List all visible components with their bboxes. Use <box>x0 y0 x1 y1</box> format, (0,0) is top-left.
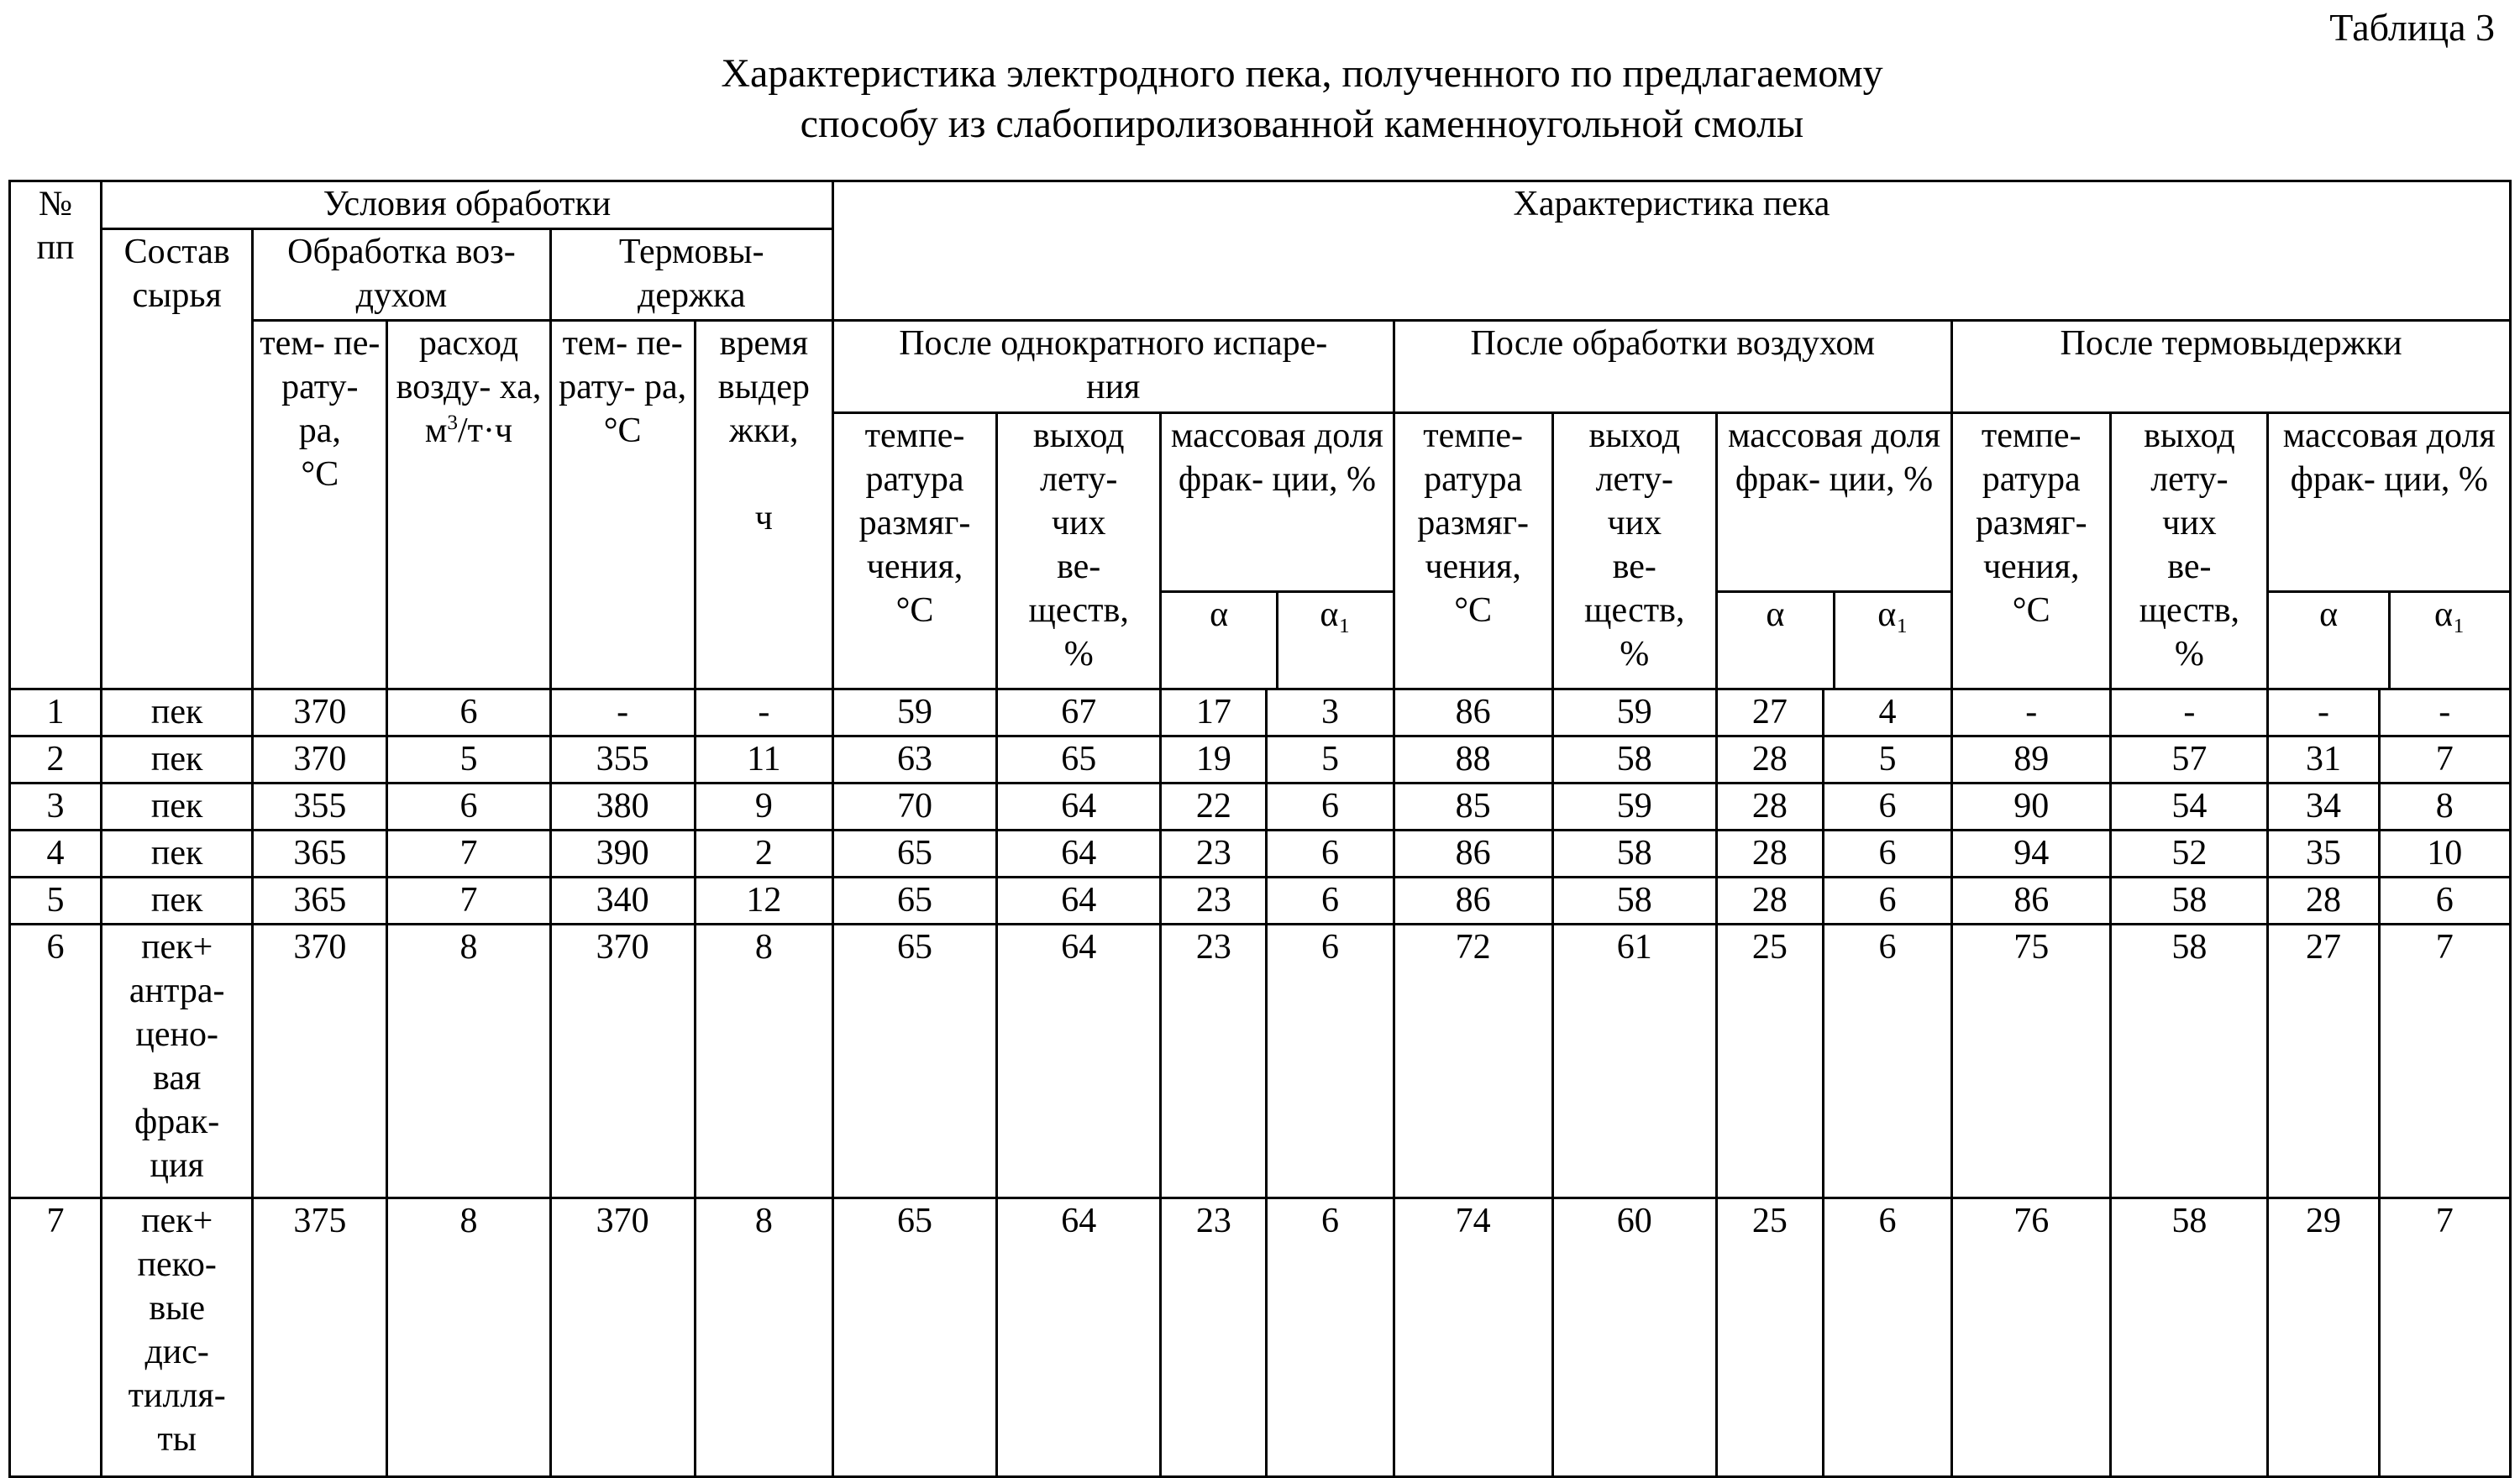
header-hold-temperature-label: тем- пе- рату- ра, <box>559 324 687 406</box>
value-cell: 67 <box>997 689 1161 736</box>
value-cell: 75 <box>1952 925 2111 1198</box>
value-cell: 86 <box>1952 878 2111 925</box>
value-cell: 12 <box>695 878 832 925</box>
header-alpha1-3: α₁ <box>2434 595 2465 634</box>
value-cell: - <box>1952 689 2111 736</box>
header-softening-temp-1: темпе- ратура размяг- чения, °С <box>832 413 996 689</box>
value-cell: 52 <box>2111 831 2268 878</box>
value-cell: 340 <box>550 878 695 925</box>
value-cell: 35 <box>2268 831 2379 878</box>
value-cell: 58 <box>1552 736 1716 784</box>
value-cell: 25 <box>1716 925 1823 1198</box>
value-cell: 86 <box>1394 689 1552 736</box>
table-number: Таблица 3 <box>2329 6 2495 49</box>
header-volatiles-2: выход лету- чих ве- ществ, % <box>1552 413 1716 689</box>
header-softening-temp-2: темпе- ратура размяг- чения, °С <box>1394 413 1552 689</box>
title-line-2: способу из слабопиролизованной каменноугольной смолы <box>800 102 1804 146</box>
value-cell: 2 <box>695 831 832 878</box>
value-cell: 7 <box>2379 925 2510 1198</box>
value-cell: 370 <box>253 925 387 1198</box>
header-softening-temp-3: темпе- ратура размяг- чения, °С <box>1952 413 2111 689</box>
value-cell: 64 <box>997 878 1161 925</box>
value-cell: 58 <box>1552 831 1716 878</box>
table-row <box>10 831 2511 878</box>
page-title <box>0 49 2520 149</box>
value-cell: 76 <box>1952 1198 2111 1477</box>
header-alpha1-2: α₁ <box>1877 595 1908 634</box>
value-cell: 64 <box>997 784 1161 831</box>
row-number-cell: 6 <box>10 925 102 1198</box>
header-alpha-2: α <box>1718 593 1835 688</box>
value-cell: 390 <box>550 831 695 878</box>
header-mass-fraction-1 <box>1161 413 1394 689</box>
header-after-thermal-holding: После термовыдержки <box>1952 321 2511 413</box>
composition-cell: пек <box>102 736 253 784</box>
value-cell: 58 <box>2111 878 2268 925</box>
value-cell: 74 <box>1394 1198 1552 1477</box>
value-cell: 28 <box>1716 878 1823 925</box>
composition-cell: пек <box>102 831 253 878</box>
header-pitch-characteristics: Характеристика пека <box>832 181 2510 321</box>
value-cell: 6 <box>1267 1198 1394 1477</box>
header-mass-fraction-1-label: массовая доля фрак- ции, % <box>1170 417 1383 499</box>
header-row-number: № пп <box>10 181 102 689</box>
value-cell: 8 <box>387 925 550 1198</box>
value-cell: 23 <box>1161 925 1267 1198</box>
row-number-cell: 7 <box>10 1198 102 1477</box>
pitch-characteristics-table <box>8 180 2512 1478</box>
value-cell: 3 <box>1267 689 1394 736</box>
value-cell: 7 <box>2379 1198 2510 1477</box>
value-cell: 59 <box>832 689 996 736</box>
header-air-flow-unit <box>391 409 545 453</box>
table-row <box>10 736 2511 784</box>
header-air-temperature-label: тем- пе- рату- ра, <box>260 324 381 450</box>
value-cell: 4 <box>1823 689 1951 736</box>
value-cell: 28 <box>1716 736 1823 784</box>
value-cell: 23 <box>1161 1198 1267 1477</box>
value-cell: 6 <box>1267 878 1394 925</box>
header-air-temperature <box>253 321 387 689</box>
table-row <box>10 878 2511 925</box>
value-cell: 8 <box>695 925 832 1198</box>
value-cell: 380 <box>550 784 695 831</box>
row-number-cell: 4 <box>10 831 102 878</box>
value-cell: 5 <box>387 736 550 784</box>
value-cell: 57 <box>2111 736 2268 784</box>
composition-cell: пек+ пеко- вые дис- тилля- ты <box>102 1198 253 1477</box>
table-row <box>10 1198 2511 1477</box>
value-cell: 64 <box>997 1198 1161 1477</box>
value-cell: 72 <box>1394 925 1552 1198</box>
value-cell: 8 <box>387 1198 550 1477</box>
value-cell: 370 <box>550 925 695 1198</box>
row-number-cell: 1 <box>10 689 102 736</box>
header-mass-fraction-3-sub <box>2269 590 2509 688</box>
value-cell: 6 <box>1823 831 1951 878</box>
value-cell: 7 <box>2379 736 2510 784</box>
value-cell: 17 <box>1161 689 1267 736</box>
row-number-cell: 5 <box>10 878 102 925</box>
header-air-temperature-unit: °С <box>301 455 339 494</box>
value-cell: 34 <box>2268 784 2379 831</box>
header-alpha-1: α <box>1162 593 1278 688</box>
composition-cell: пек <box>102 784 253 831</box>
value-cell: 9 <box>695 784 832 831</box>
value-cell: 61 <box>1552 925 1716 1198</box>
header-after-single-evaporation: После однократного испаре- ния <box>832 321 1394 413</box>
header-feed-composition: Состав сырья <box>102 229 253 689</box>
value-cell: 6 <box>2379 878 2510 925</box>
value-cell: 25 <box>1716 1198 1823 1477</box>
value-cell: 27 <box>1716 689 1823 736</box>
value-cell: - <box>2379 689 2510 736</box>
header-mass-fraction-1-sub <box>1162 590 1392 688</box>
header-after-air-treatment: После обработки воздухом <box>1394 321 1952 413</box>
value-cell: 355 <box>550 736 695 784</box>
value-cell: 54 <box>2111 784 2268 831</box>
value-cell: 5 <box>1267 736 1394 784</box>
header-hold-temperature-unit: °С <box>603 411 642 450</box>
value-cell: 7 <box>387 831 550 878</box>
value-cell: 375 <box>253 1198 387 1477</box>
value-cell: - <box>2268 689 2379 736</box>
value-cell: 90 <box>1952 784 2111 831</box>
value-cell: 58 <box>1552 878 1716 925</box>
header-thermal-holding: Термовы- держка <box>550 229 832 321</box>
value-cell: 365 <box>253 878 387 925</box>
header-volatiles-3: выход лету- чих ве- ществ, % <box>2111 413 2268 689</box>
unit-m-exponent: 3 <box>447 411 458 434</box>
header-alpha-3: α <box>2269 593 2390 688</box>
header-air-flow <box>387 321 550 689</box>
value-cell: 6 <box>387 689 550 736</box>
value-cell: 6 <box>1267 784 1394 831</box>
row-number-cell: 3 <box>10 784 102 831</box>
value-cell: 70 <box>832 784 996 831</box>
value-cell: 85 <box>1394 784 1552 831</box>
value-cell: 6 <box>1823 784 1951 831</box>
header-air-treatment: Обработка воз- духом <box>253 229 550 321</box>
value-cell: 8 <box>2379 784 2510 831</box>
header-air-flow-label: расход возду- ха, <box>396 324 542 406</box>
value-cell: 10 <box>2379 831 2510 878</box>
value-cell: 8 <box>695 1198 832 1477</box>
value-cell: 23 <box>1161 831 1267 878</box>
table-row <box>10 784 2511 831</box>
value-cell: 65 <box>832 831 996 878</box>
table-row <box>10 689 2511 736</box>
value-cell: 370 <box>253 689 387 736</box>
header-mass-fraction-3-label: массовая доля фрак- ции, % <box>2282 417 2496 499</box>
value-cell: 28 <box>2268 878 2379 925</box>
value-cell: 59 <box>1552 784 1716 831</box>
value-cell: 58 <box>2111 1198 2268 1477</box>
value-cell: - <box>2111 689 2268 736</box>
value-cell: 5 <box>1823 736 1951 784</box>
value-cell: 6 <box>1823 1198 1951 1477</box>
value-cell: - <box>550 689 695 736</box>
value-cell: 65 <box>832 1198 996 1477</box>
header-volatiles-1: выход лету- чих ве- ществ, % <box>997 413 1161 689</box>
header-mass-fraction-3 <box>2268 413 2511 689</box>
value-cell: 23 <box>1161 878 1267 925</box>
value-cell: - <box>695 689 832 736</box>
composition-cell: пек+ антра- цено- вая фрак- ция <box>102 925 253 1198</box>
value-cell: 6 <box>1267 925 1394 1198</box>
title-line-1: Характеристика электродного пека, полученного по предлагаемому <box>721 51 1883 96</box>
value-cell: 64 <box>997 831 1161 878</box>
unit-per-tch: /т·ч <box>458 411 513 450</box>
value-cell: 11 <box>695 736 832 784</box>
header-hold-temperature <box>550 321 695 689</box>
value-cell: 89 <box>1952 736 2111 784</box>
table-row <box>10 925 2511 1198</box>
header-alpha1-1: α₁ <box>1320 595 1352 634</box>
value-cell: 63 <box>832 736 996 784</box>
value-cell: 86 <box>1394 831 1552 878</box>
value-cell: 6 <box>1823 925 1951 1198</box>
value-cell: 19 <box>1161 736 1267 784</box>
value-cell: 22 <box>1161 784 1267 831</box>
header-mass-fraction-2 <box>1716 413 1951 689</box>
value-cell: 86 <box>1394 878 1552 925</box>
value-cell: 94 <box>1952 831 2111 878</box>
composition-cell: пек <box>102 878 253 925</box>
value-cell: 59 <box>1552 689 1716 736</box>
value-cell: 370 <box>550 1198 695 1477</box>
composition-cell: пек <box>102 689 253 736</box>
table-body <box>10 689 2511 1477</box>
value-cell: 64 <box>997 925 1161 1198</box>
value-cell: 7 <box>387 878 550 925</box>
value-cell: 27 <box>2268 925 2379 1198</box>
header-processing-conditions: Условия обработки <box>102 181 833 229</box>
value-cell: 355 <box>253 784 387 831</box>
value-cell: 88 <box>1394 736 1552 784</box>
value-cell: 58 <box>2111 925 2268 1198</box>
value-cell: 29 <box>2268 1198 2379 1477</box>
value-cell: 370 <box>253 736 387 784</box>
row-number-cell: 2 <box>10 736 102 784</box>
header-mass-fraction-2-sub <box>1718 590 1950 688</box>
value-cell: 31 <box>2268 736 2379 784</box>
value-cell: 65 <box>832 925 996 1198</box>
value-cell: 6 <box>1267 831 1394 878</box>
value-cell: 28 <box>1716 784 1823 831</box>
value-cell: 28 <box>1716 831 1823 878</box>
header-hold-time: время выдер жки, ч <box>695 321 832 689</box>
unit-m: м <box>424 411 448 450</box>
value-cell: 60 <box>1552 1198 1716 1477</box>
value-cell: 6 <box>387 784 550 831</box>
value-cell: 6 <box>1823 878 1951 925</box>
value-cell: 65 <box>997 736 1161 784</box>
value-cell: 65 <box>832 878 996 925</box>
value-cell: 365 <box>253 831 387 878</box>
header-mass-fraction-2-label: массовая доля фрак- ции, % <box>1727 417 1941 499</box>
